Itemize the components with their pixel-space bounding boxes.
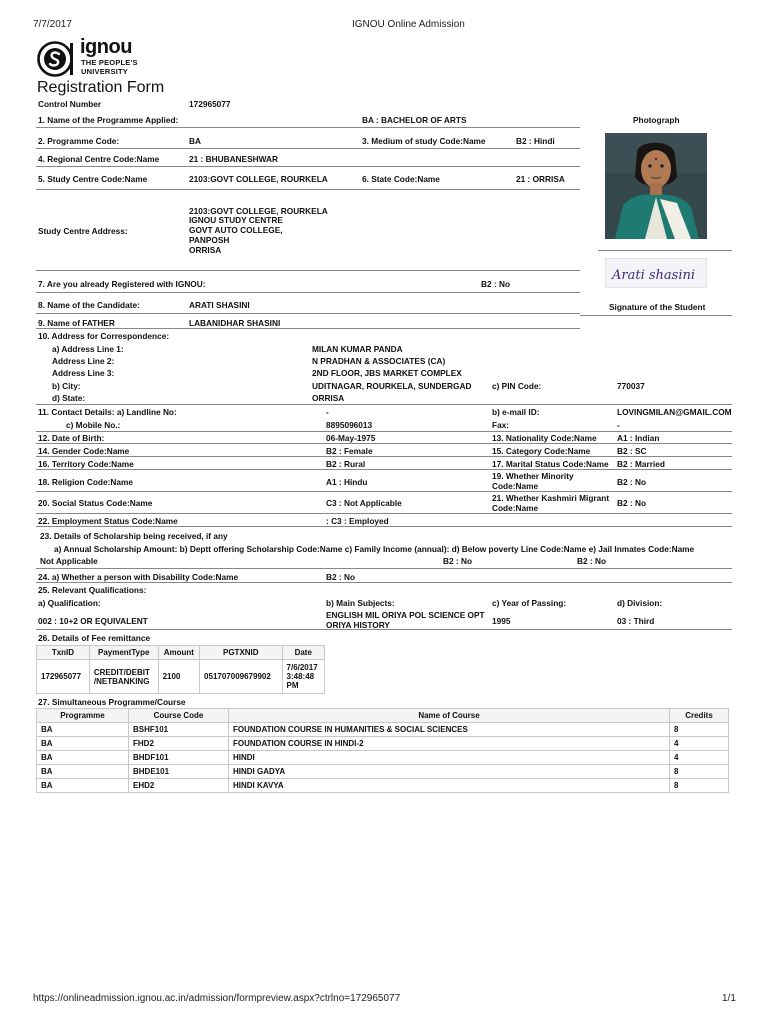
course-row — [37, 751, 729, 765]
course-name: HINDI GADYA — [229, 765, 670, 779]
print-page-title: IGNOU Online Admission — [352, 19, 465, 30]
study-centre-address-line: 2103:GOVT COLLEGE, ROURKELA — [189, 206, 328, 216]
study-centre-value: 2103:GOVT COLLEGE, ROURKELA — [189, 174, 328, 184]
divider — [36, 166, 580, 167]
address-pin-label: c) PIN Code: — [492, 381, 542, 391]
divider — [36, 526, 732, 527]
minority-label-2: Code:Name — [492, 481, 539, 491]
divider — [36, 491, 732, 492]
candidate-name-label: 8. Name of the Candidate: — [38, 300, 140, 310]
fee-header-pgtxnid: PGTXNID — [200, 646, 282, 660]
course-name: FOUNDATION COURSE IN HINDI-2 — [229, 737, 670, 751]
scholarship-value-3: B2 : No — [577, 556, 607, 566]
social-status-value: C3 : Not Applicable — [326, 498, 402, 508]
kashmiri-label-2: Code:Name — [492, 503, 539, 513]
divider — [36, 513, 732, 514]
qualifications-heading: 25. Relevant Qualifications: — [38, 585, 147, 595]
divider — [36, 189, 580, 190]
course-credits: 8 — [670, 723, 729, 737]
dob-value: 06-May-1975 — [326, 433, 376, 443]
address-line1-value: MILAN KUMAR PANDA — [312, 344, 403, 354]
divider — [36, 328, 580, 329]
main-subjects-value-2: ORIYA HISTORY — [326, 620, 390, 630]
kashmiri-value: B2 : No — [617, 498, 647, 508]
employment-value: : C3 : Employed — [326, 516, 389, 526]
study-centre-address-label: Study Centre Address: — [38, 226, 128, 236]
year-of-passing-label: c) Year of Passing: — [492, 598, 567, 608]
address-city-label: b) City: — [52, 381, 81, 391]
logo-tagline-2: UNIVERSITY — [81, 67, 129, 76]
study-centre-label: 5. Study Centre Code:Name — [38, 174, 148, 184]
svg-text:Arati shasini: Arati shasini — [612, 268, 696, 283]
courses-header-credits: Credits — [670, 709, 729, 723]
scholarship-heading: 23. Details of Scholarship being received, if any — [40, 531, 228, 541]
divider — [36, 582, 732, 583]
course-programme: BA — [37, 779, 129, 793]
print-footer-url[interactable]: https://onlineadmission.ignou.ac.in/admission/formpreview.aspx?ctrlno=172965077 — [33, 993, 401, 1004]
state-label: 6. State Code:Name — [362, 174, 440, 184]
divider — [36, 469, 732, 470]
course-programme: BA — [37, 765, 129, 779]
course-credits: 8 — [670, 765, 729, 779]
divider — [36, 404, 732, 405]
territory-value: B2 : Rural — [326, 459, 366, 469]
print-footer-page: 1/1 — [722, 993, 736, 1004]
divider — [36, 443, 732, 444]
employment-label: 22. Employment Status Code:Name — [38, 516, 178, 526]
fee-table-header — [37, 646, 325, 660]
form-title: Registration Form — [37, 79, 165, 96]
courses-heading: 27. Simultaneous Programme/Course — [38, 697, 186, 707]
programme-code-label: 2. Programme Code: — [38, 136, 120, 146]
category-value: B2 : SC — [617, 446, 647, 456]
minority-value: B2 : No — [617, 477, 647, 487]
regional-centre-label: 4. Regional Centre Code:Name — [38, 154, 160, 164]
divider — [36, 270, 580, 271]
qualification-value: 002 : 10+2 OR EQUIVALENT — [38, 616, 148, 626]
main-subjects-value-1: ENGLISH MIL ORIYA POL SCIENCE OPT — [326, 610, 485, 620]
print-date: 7/7/2017 — [33, 19, 72, 30]
fee-table — [36, 645, 325, 694]
study-centre-address-line: PANPOSH — [189, 235, 230, 245]
fax-label: Fax: — [492, 420, 510, 430]
landline-value: - — [326, 407, 329, 417]
marital-value: B2 : Married — [617, 459, 665, 469]
email-value: LOVINGMILAN@GMAIL.COM — [617, 407, 732, 417]
divider — [36, 127, 580, 128]
control-number-value: 172965077 — [189, 99, 231, 109]
courses-header-name: Name of Course — [229, 709, 670, 723]
course-programme: BA — [37, 751, 129, 765]
divider — [36, 431, 732, 432]
course-code: EHD2 — [129, 779, 229, 793]
fee-txnid: 172965077 — [37, 660, 90, 694]
divider — [36, 629, 732, 630]
course-programme: BA — [37, 737, 129, 751]
courses-table-header — [37, 709, 729, 723]
study-centre-address-line: IGNOU STUDY CENTRE — [189, 215, 283, 225]
father-name-label: 9. Name of FATHER — [38, 318, 115, 328]
address-line2-label: Address Line 2: — [52, 356, 115, 366]
programme-code-value: BA — [189, 136, 201, 146]
programme-applied-label: 1. Name of the Programme Applied: — [38, 115, 179, 125]
medium-label: 3. Medium of study Code:Name — [362, 136, 486, 146]
course-row — [37, 765, 729, 779]
division-label: d) Division: — [617, 598, 663, 608]
course-code: BHDE101 — [129, 765, 229, 779]
address-state-label: d) State: — [52, 393, 86, 403]
courses-table — [36, 708, 729, 793]
course-credits: 4 — [670, 751, 729, 765]
course-code: BHDF101 — [129, 751, 229, 765]
mobile-label: c) Mobile No.: — [66, 420, 121, 430]
divider — [36, 292, 580, 293]
regional-centre-value: 21 : BHUBANESHWAR — [189, 154, 278, 164]
address-state-value: ORRISA — [312, 393, 345, 403]
fax-value: - — [617, 420, 620, 430]
divider — [36, 456, 732, 457]
address-line1-label: a) Address Line 1: — [52, 344, 124, 354]
nationality-value: A1 : Indian — [617, 433, 660, 443]
qualification-label: a) Qualification: — [38, 598, 101, 608]
fee-payment-type: CREDIT/DEBIT /NETBANKING — [89, 660, 158, 694]
candidate-photograph — [605, 133, 707, 239]
social-status-label: 20. Social Status Code:Name — [38, 498, 153, 508]
fee-date: 7/6/2017 3:48:48 PM — [282, 660, 324, 694]
mobile-value: 8895096013 — [326, 420, 373, 430]
fee-pgtxnid: 051707009679902 — [200, 660, 282, 694]
address-heading: 10. Address for Correspondence: — [38, 331, 170, 341]
division-value: 03 : Third — [617, 616, 655, 626]
course-row — [37, 779, 729, 793]
course-code: BSHF101 — [129, 723, 229, 737]
candidate-name-value: ARATI SHASINI — [189, 300, 250, 310]
marital-label: 17. Marital Status Code:Name — [492, 459, 609, 469]
fee-table-row — [37, 660, 325, 694]
dob-label: 12. Date of Birth: — [38, 433, 105, 443]
address-pin-value: 770037 — [617, 381, 645, 391]
kashmiri-label-1: 21. Whether Kashmiri Migrant — [492, 493, 610, 503]
state-value: 21 : ORRISA — [516, 174, 565, 184]
course-credits: 8 — [670, 779, 729, 793]
address-line3-label: Address Line 3: — [52, 368, 115, 378]
course-name: HINDI KAVYA — [229, 779, 670, 793]
already-registered-value: B2 : No — [481, 279, 511, 289]
course-programme: BA — [37, 723, 129, 737]
programme-applied-value: BA : BACHELOR OF ARTS — [362, 115, 467, 125]
control-number-label: Control Number — [38, 99, 102, 109]
email-label: b) e-mail ID: — [492, 407, 540, 417]
address-city-value: UDITNAGAR, ROURKELA, SUNDERGAD — [312, 381, 472, 391]
scholarship-subline: a) Annual Scholarship Amount: b) Deptt offering Scholarship Code:Name c) Family Income (annual): d) Below poverty Line Code:Name e) Jail Inmates Code:Name — [54, 544, 695, 554]
divider — [36, 568, 732, 569]
courses-header-programme: Programme — [37, 709, 129, 723]
course-row — [37, 723, 729, 737]
study-centre-address-line: ORRISA — [189, 245, 222, 255]
course-code: FHD2 — [129, 737, 229, 751]
disability-label: 24. a) Whether a person with Disability Code:Name — [38, 572, 239, 582]
gender-label: 14. Gender Code:Name — [38, 446, 130, 456]
course-name: FOUNDATION COURSE IN HUMANITIES & SOCIAL SCIENCES — [229, 723, 670, 737]
courses-header-code: Course Code — [129, 709, 229, 723]
signature-label: Signature of the Student — [609, 302, 706, 312]
logo-wordmark: ignou — [80, 36, 132, 58]
divider — [36, 148, 580, 149]
disability-value: B2 : No — [326, 572, 356, 582]
divider — [580, 315, 732, 316]
course-name: HINDI — [229, 751, 670, 765]
fee-heading: 26. Details of Fee remittance — [38, 633, 151, 643]
fee-header-date: Date — [282, 646, 324, 660]
scholarship-value-2: B2 : No — [443, 556, 473, 566]
address-line3-value: 2ND FLOOR, JBS MARKET COMPLEX — [312, 368, 462, 378]
father-name-value: LABANIDHAR SHASINI — [189, 318, 281, 328]
year-of-passing-value: 1995 — [492, 616, 511, 626]
fee-header-txnid: TxnID — [37, 646, 90, 660]
address-line2-value: N PRADHAN & ASSOCIATES (CA) — [312, 356, 446, 366]
minority-label-1: 19. Whether Minority — [492, 471, 574, 481]
category-label: 15. Category Code:Name — [492, 446, 591, 456]
fee-header-amount: Amount — [158, 646, 199, 660]
divider — [36, 313, 580, 314]
study-centre-address-line: GOVT AUTO COLLEGE, — [189, 225, 283, 235]
course-row — [37, 737, 729, 751]
photograph-label: Photograph — [633, 115, 680, 125]
fee-header-paymenttype: PaymentType — [89, 646, 158, 660]
landline-label: 11. Contact Details: a) Landline No: — [38, 407, 177, 417]
main-subjects-label: b) Main Subjects: — [326, 598, 395, 608]
nationality-label: 13. Nationality Code:Name — [492, 433, 597, 443]
medium-value: B2 : Hindi — [516, 136, 555, 146]
ignou-logo-icon — [37, 41, 73, 77]
already-registered-label: 7. Are you already Registered with IGNOU: — [38, 279, 206, 289]
gender-value: B2 : Female — [326, 446, 373, 456]
religion-label: 18. Religion Code:Name — [38, 477, 133, 487]
divider — [598, 250, 732, 251]
territory-label: 16. Territory Code:Name — [38, 459, 134, 469]
course-credits: 4 — [670, 737, 729, 751]
logo-tagline-1: THE PEOPLE'S — [81, 58, 138, 67]
religion-value: A1 : Hindu — [326, 477, 368, 487]
fee-amount: 2100 — [158, 660, 199, 694]
scholarship-value-1: Not Applicable — [40, 556, 98, 566]
signature-image — [605, 258, 707, 288]
